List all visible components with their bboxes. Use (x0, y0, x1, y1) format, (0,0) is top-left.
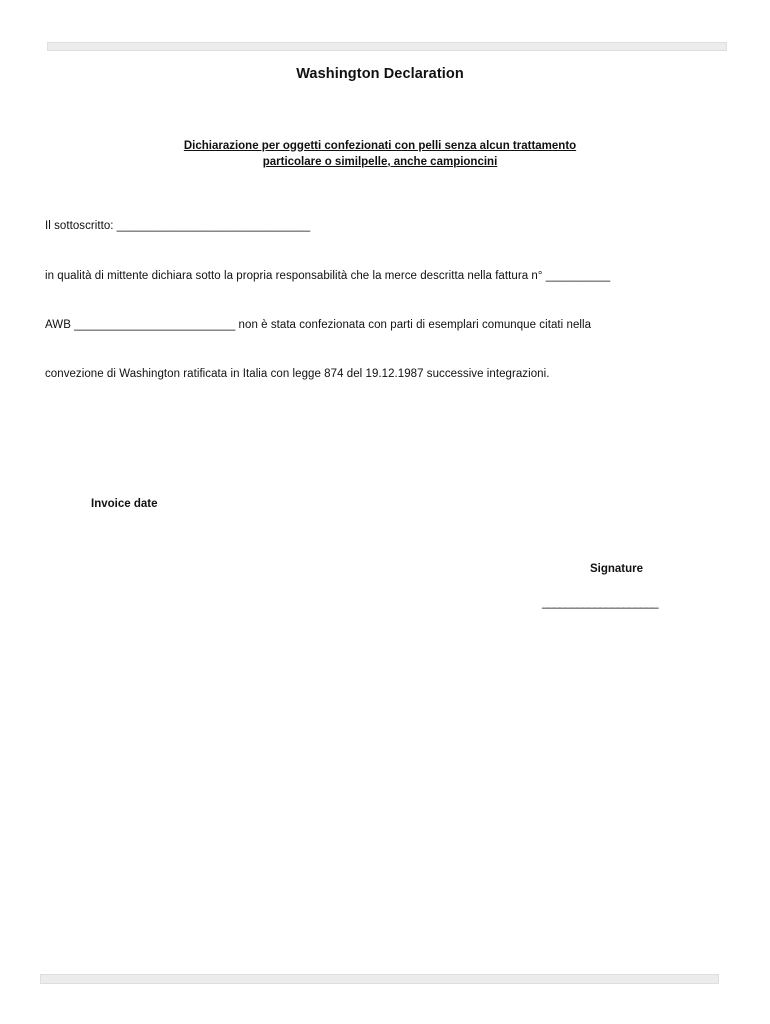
subtitle-line-2: particolare o similpelle, anche campioncini (262, 155, 498, 168)
top-page-bar (47, 42, 727, 51)
signature-label: Signature (590, 563, 644, 575)
undersigned-line: Il sottoscritto: ______________________________ (45, 220, 311, 232)
awb-line: AWB _________________________ non è stata confezionata con parti di esemplari comunque citati nella (45, 319, 592, 331)
signature-line: ____________________ (542, 597, 658, 609)
document-subtitle (130, 139, 630, 170)
sender-declaration-line: in qualità di mittente dichiara sotto la propria responsabilità che la merce descritta nella fattura n° __________ (45, 270, 611, 282)
document-title: Washington Declaration (296, 66, 464, 82)
subtitle-line-1: Dichiarazione per oggetti confezionati con pelli senza alcun trattamento (183, 140, 577, 152)
invoice-date-label: Invoice date (91, 498, 158, 510)
convention-line: convezione di Washington ratificata in Italia con legge 874 del 19.12.1987 successive integrazioni. (45, 368, 550, 380)
bottom-page-bar (40, 974, 719, 984)
